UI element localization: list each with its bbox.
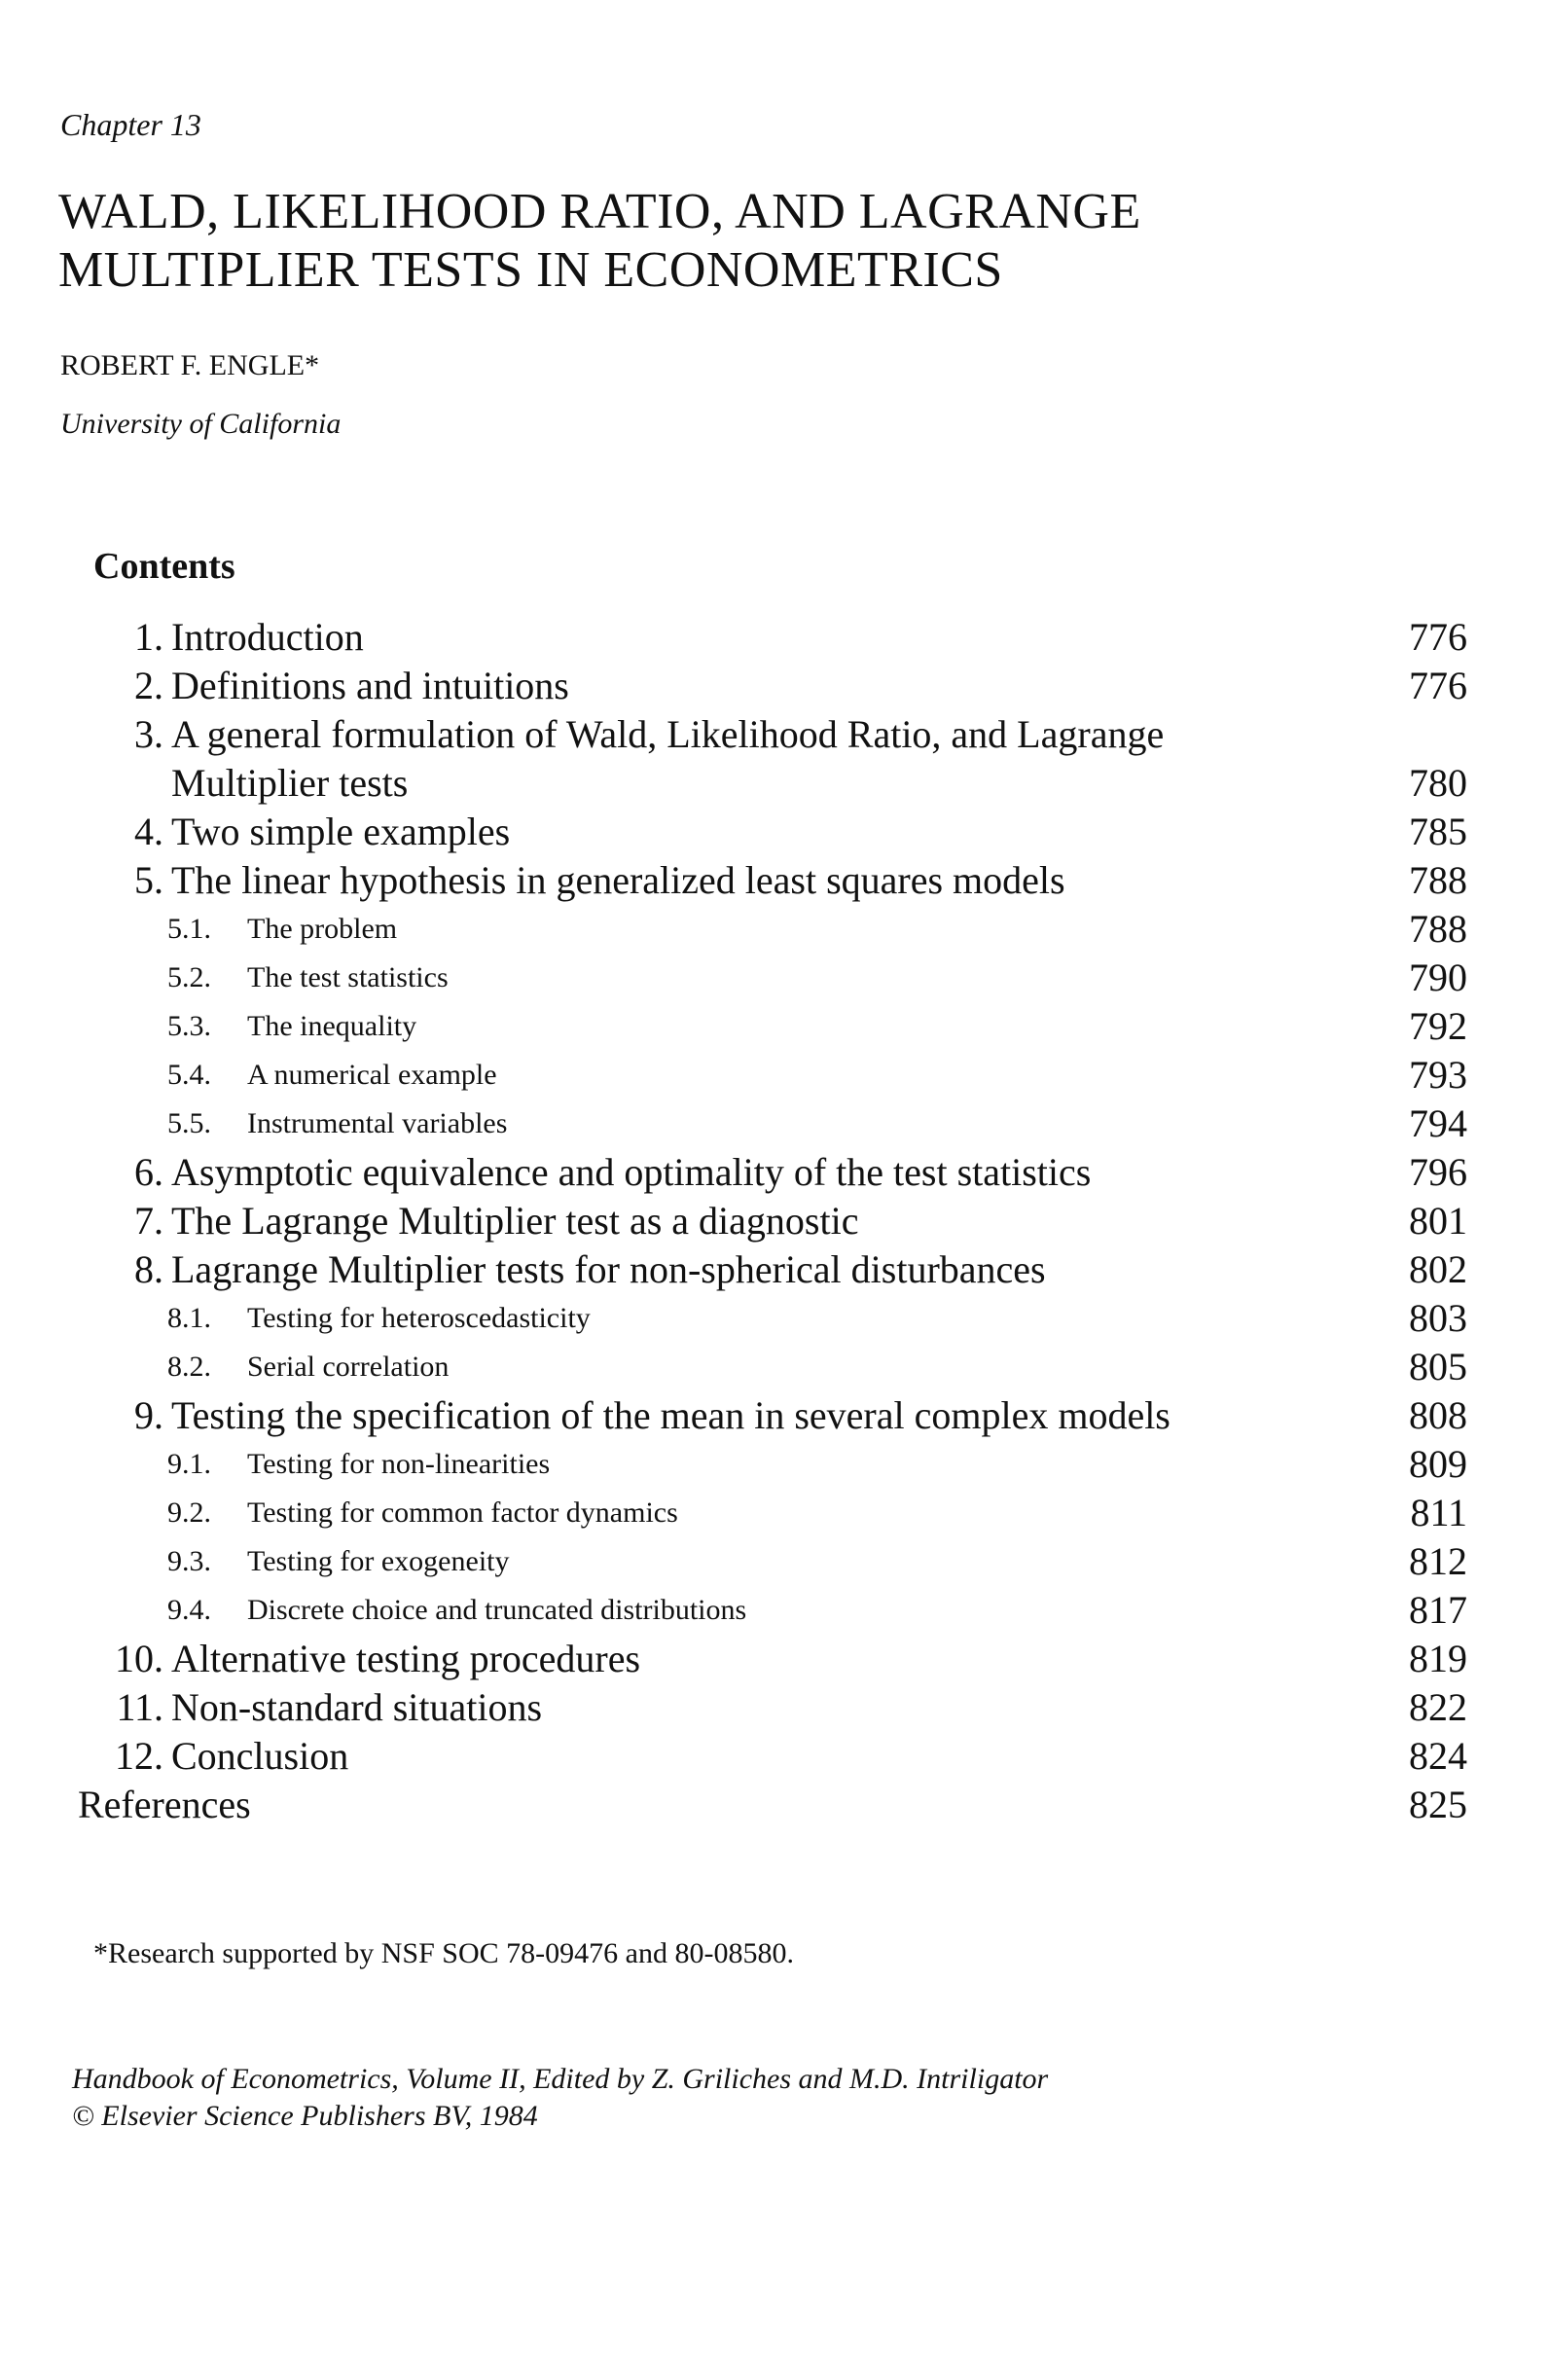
toc-entry-title: The test statistics [247, 961, 449, 993]
publication-info [72, 2061, 1048, 2135]
title-line-2: MULTIPLIER TESTS IN ECONOMETRICS [58, 242, 1003, 298]
toc-entry-page: 788 [1409, 858, 1467, 902]
toc-entry-title: Testing for common factor dynamics [247, 1497, 678, 1529]
toc-entry-number: 2. [134, 664, 163, 707]
toc-entry-title: Discrete choice and truncated distributions [247, 1594, 747, 1626]
toc-entry [78, 1537, 1467, 1586]
toc-entry-page: 819 [1409, 1637, 1467, 1680]
toc-entry-number: 9.2. [167, 1497, 211, 1529]
toc-entry-number: 1. [134, 615, 163, 659]
toc-entry-title: The inequality [247, 1010, 417, 1042]
toc-entry [78, 1586, 1467, 1635]
footnote: *Research supported by NSF SOC 78-09476 and 80-08580. [93, 1937, 794, 1969]
toc-entry-page: 793 [1409, 1053, 1467, 1097]
toc-entry-title: A numerical example [247, 1059, 497, 1091]
toc-entry [78, 1197, 1467, 1245]
toc-entry-page: 785 [1409, 810, 1467, 853]
toc-entry-title: Introduction [171, 615, 364, 659]
toc-entry-title: Instrumental variables [247, 1107, 508, 1139]
author-name: ROBERT F. ENGLE* [60, 349, 320, 381]
toc-entry-title: Asymptotic equivalence and optimality of the test statistics [171, 1150, 1092, 1194]
toc-entry-title: Lagrange Multiplier tests for non-spherical disturbances [171, 1247, 1046, 1291]
toc-entry [78, 1148, 1467, 1197]
toc-entry [78, 613, 1467, 662]
toc-entry [78, 808, 1467, 856]
toc-entry [78, 1781, 1467, 1829]
toc-entry-page: 802 [1409, 1247, 1467, 1291]
toc-entry-title: Testing for heteroscedasticity [247, 1302, 591, 1334]
toc-entry-page: 824 [1409, 1734, 1467, 1778]
toc-entry-title: Alternative testing procedures [171, 1637, 641, 1680]
toc-entry-page: 812 [1409, 1539, 1467, 1583]
toc-entry-number: 9.1. [167, 1448, 211, 1480]
toc-entry [78, 1683, 1467, 1732]
toc-entry-number: 8.2. [167, 1351, 211, 1383]
toc-entry-number: 5.3. [167, 1010, 211, 1042]
toc-entry-number: 5. [134, 858, 163, 902]
toc-entry-title: Testing the specification of the mean in several complex models [171, 1393, 1171, 1437]
toc-entry-page: 776 [1409, 664, 1467, 707]
toc-entry-page: 803 [1409, 1296, 1467, 1340]
toc-entry [78, 1732, 1467, 1781]
toc-entry-page: 801 [1409, 1199, 1467, 1243]
toc-entry-number: 8. [134, 1247, 163, 1291]
toc-entry-number: 10. [115, 1637, 163, 1680]
toc-entry [78, 1391, 1467, 1440]
toc-entry-title: Serial correlation [247, 1351, 450, 1383]
toc-entry-page: 825 [1409, 1783, 1467, 1826]
toc-entry-page: 780 [1409, 761, 1467, 805]
toc-entry [78, 1635, 1467, 1683]
toc-entry-page: 817 [1409, 1588, 1467, 1632]
toc-entry-title: Definitions and intuitions [171, 664, 569, 707]
toc-entry [78, 1245, 1467, 1294]
toc-entry-page: 794 [1409, 1101, 1467, 1145]
toc-entry-number: 9.4. [167, 1594, 211, 1626]
toc-entry-title: Testing for non-linearities [247, 1448, 551, 1480]
toc-entry [78, 710, 1467, 759]
toc-entry-title: Multiplier tests [171, 761, 409, 805]
toc-entry-title: A general formulation of Wald, Likelihood Ratio, and Lagrange [171, 712, 1165, 756]
toc-entry-page: 808 [1409, 1393, 1467, 1437]
toc-entry-number: 12. [115, 1734, 163, 1778]
title-line-1: WALD, LIKELIHOOD RATIO, AND LAGRANGE [58, 184, 1141, 239]
table-of-contents [78, 613, 1467, 1829]
toc-entry-title: Two simple examples [171, 810, 511, 853]
toc-entry-page: 790 [1409, 956, 1467, 999]
toc-entry-number: 7. [134, 1199, 163, 1243]
copyright-line: © Elsevier Science Publishers BV, 1984 [72, 2100, 538, 2132]
toc-entry [78, 1002, 1467, 1051]
toc-entry-page: 811 [1410, 1491, 1467, 1534]
author-affiliation: University of California [60, 408, 342, 440]
toc-entry-title: Non-standard situations [171, 1685, 543, 1729]
toc-entry-title: The Lagrange Multiplier test as a diagnostic [171, 1199, 859, 1243]
chapter-title [58, 183, 1141, 300]
toc-entry-title: Conclusion [171, 1734, 349, 1778]
toc-entry [78, 759, 1467, 808]
toc-entry-number: 8.1. [167, 1302, 211, 1334]
chapter-label: Chapter 13 [60, 107, 201, 142]
toc-entry [78, 1100, 1467, 1148]
toc-entry-number: 5.1. [167, 913, 211, 945]
toc-entry [78, 662, 1467, 710]
toc-entry-number: 4. [134, 810, 163, 853]
toc-entry-number: 5.2. [167, 961, 211, 993]
toc-entry-page: 805 [1409, 1345, 1467, 1388]
toc-entry-page: 822 [1409, 1685, 1467, 1729]
toc-entry [78, 1051, 1467, 1100]
toc-entry-number: 9. [134, 1393, 163, 1437]
toc-entry-page: 809 [1409, 1442, 1467, 1486]
toc-entry-number: 11. [116, 1685, 163, 1729]
toc-entry-number: 3. [134, 712, 163, 756]
contents-heading: Contents [93, 546, 235, 587]
toc-entry-page: 788 [1409, 907, 1467, 951]
handbook-citation: Handbook of Econometrics, Volume II, Edited by Z. Griliches and M.D. Intriligator [72, 2063, 1049, 2095]
toc-entry-number: 5.5. [167, 1107, 211, 1139]
toc-entry [78, 1440, 1467, 1489]
toc-entry [78, 1489, 1467, 1537]
toc-entry [78, 954, 1467, 1002]
toc-entry-page: 792 [1409, 1004, 1467, 1048]
toc-entry-number: 6. [134, 1150, 163, 1194]
toc-entry-number: 5.4. [167, 1059, 211, 1091]
toc-entry-title: The problem [247, 913, 398, 945]
toc-entry-page: 776 [1409, 615, 1467, 659]
toc-entry [78, 1294, 1467, 1343]
toc-entry [78, 856, 1467, 905]
toc-entry-title: References [78, 1783, 251, 1826]
toc-entry [78, 1343, 1467, 1391]
toc-entry [78, 905, 1467, 954]
toc-entry-number: 9.3. [167, 1545, 211, 1577]
toc-entry-title: Testing for exogeneity [247, 1545, 510, 1577]
toc-entry-title: The linear hypothesis in generalized least squares models [171, 858, 1065, 902]
toc-entry-page: 796 [1409, 1150, 1467, 1194]
